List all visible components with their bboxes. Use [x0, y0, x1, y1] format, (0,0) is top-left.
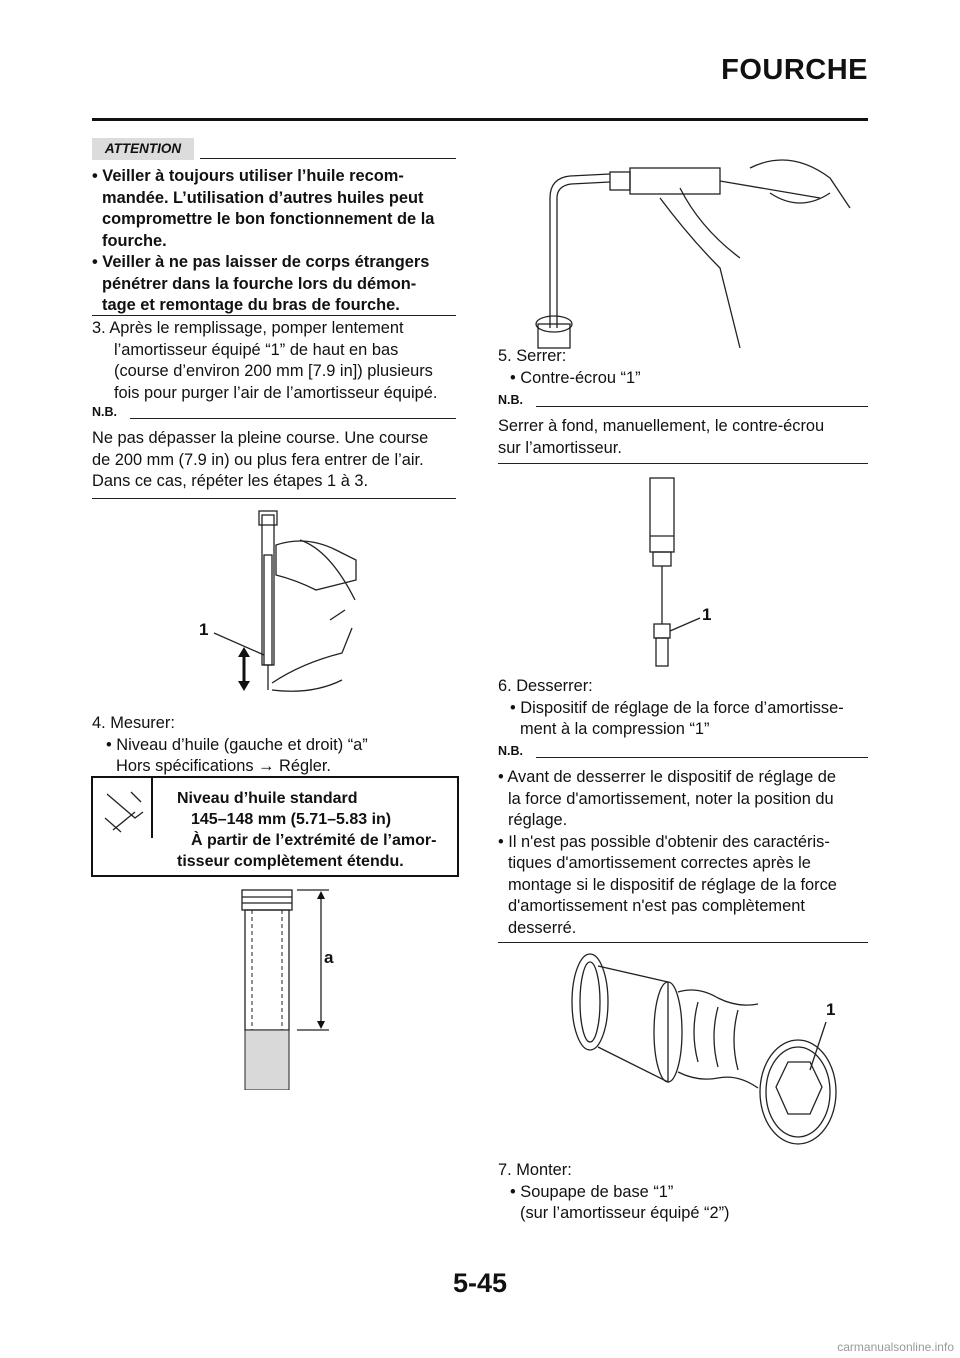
fig-damper-locknut: [630, 476, 730, 668]
step-4-title: 4. Mesurer:: [92, 714, 175, 732]
note-2: Serrer à fond, manuellement, le contre-écrou sur l’amortisseur.: [498, 417, 825, 457]
fig2-callout: a: [324, 948, 334, 967]
note-1-end-rule: [92, 498, 456, 499]
attention-bullet-1: • Veiller à toujours utiliser l’huile recom- mandée. L’utilisation d’autres huiles peut compromettre le bon fonctionnement de la fourche.: [92, 167, 435, 250]
attention-rule-bottom: [92, 315, 456, 316]
caliper-icon: [101, 788, 149, 838]
fig1-callout: 1: [199, 620, 209, 639]
note-3-bullet-1: • Avant de desserrer le dispositif de réglage de la force d'amortissement, noter la position du réglage.: [498, 768, 837, 829]
spec-divider: [151, 778, 153, 838]
watermark: carmanualsonline.info: [837, 1340, 954, 1354]
step-4: 4. Mesurer: • Niveau d’huile (gauche et droit) “a” Hors spécifications → Régler.: [92, 713, 462, 778]
header-rule: [92, 118, 868, 121]
fig-oil-level: [230, 885, 370, 1090]
nb-rule-2: [536, 406, 868, 407]
step-7-title: 7. Monter:: [498, 1161, 572, 1179]
note-3: [498, 767, 872, 939]
spec-box: [91, 776, 459, 877]
attention-bullet-2: • Veiller à ne pas laisser de corps étrangers pénétrer dans la fourche lors du démon- tage et remontage du bras de fourche.: [92, 253, 430, 314]
fig4-callout: 1: [702, 605, 712, 624]
fig-base-valve: [548, 952, 838, 1152]
nb-rule-3: [536, 757, 868, 758]
page-number: 5-45: [452, 1268, 508, 1298]
note-1: Ne pas dépasser la pleine course. Une course de 200 mm (7.9 in) ou plus fera entrer de l’air. Dans ce cas, répéter les étapes 1 à 3.: [92, 429, 429, 490]
step-7: 7. Monter: • Soupape de base “1” (sur l’amortisseur équipé “2”): [498, 1160, 870, 1225]
nb-label-3: N.B.: [498, 744, 523, 758]
fig-pump-damper: [180, 505, 380, 710]
fig5-callout: 1: [826, 1000, 836, 1019]
spec-text: Niveau d’huile standard 145–148 mm (5.71–5.83 in) À partir de l’extrémité de l’amor- tisseur complètement étendu.: [177, 790, 437, 870]
step-3: 3. Après le remplissage, pomper lentement l’amortisseur équipé “1” de haut en bas (course d’environ 200 mm [7.9 in]) plusieurs fois pour purger l’air de l’amortisseur équipé.: [92, 319, 438, 402]
note-3-bullet-2: • Il n'est pas possible d'obtenir des caractéris- tiques d'amortissement correctes après le montage si le dispositif de réglage de la force d'amortissement n'est pas complètement desserré.: [498, 832, 837, 937]
nb-label-1: N.B.: [92, 405, 117, 419]
attention-badge: ATTENTION: [92, 138, 194, 160]
page-title: FOURCHE: [721, 54, 868, 86]
step-6: 6. Desserrer: • Dispositif de réglage de la force d’amortisse- ment à la compression “1”: [498, 676, 870, 741]
fig-oil-syringe: [530, 138, 860, 350]
attention-rule-top: [200, 158, 456, 159]
nb-rule-1: [130, 418, 456, 419]
step-5-title: 5. Serrer:: [498, 347, 567, 365]
attention-text: [92, 166, 460, 317]
note-3-end-rule: [498, 942, 868, 943]
step-5: 5. Serrer: • Contre-écrou “1”: [498, 346, 868, 389]
nb-label-2: N.B.: [498, 393, 523, 407]
step-6-title: 6. Desserrer:: [498, 677, 593, 695]
note-2-end-rule: [498, 463, 868, 464]
